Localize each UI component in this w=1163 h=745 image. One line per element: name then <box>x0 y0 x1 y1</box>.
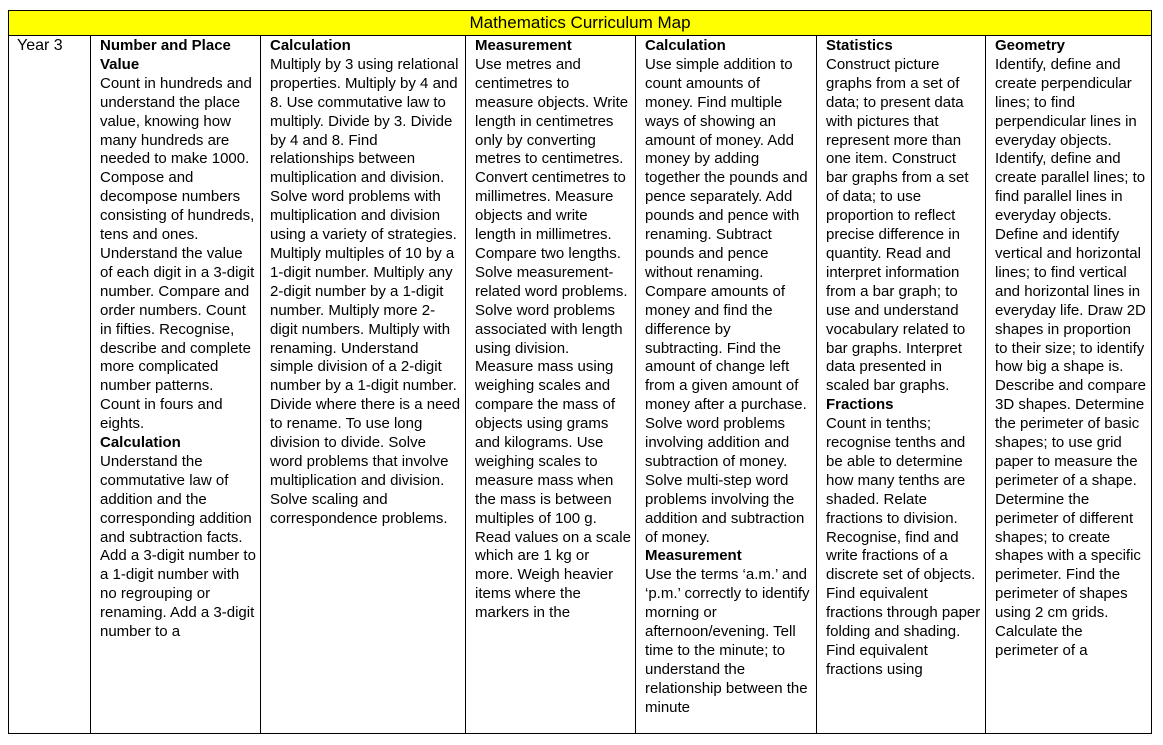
column-subtext: Count in tenths; recognise tenths and be able to determine how many tenths are shaded. Relate fractions to division. Recognise, find and write fractions of a discrete set of objects. Find equivalent fractions through paper folding and shading. Find equivalent fractions using <box>826 415 981 678</box>
column-heading: Measurement <box>475 37 572 54</box>
column-number-place-value <box>90 36 260 733</box>
column-subheading: Measurement <box>645 547 742 565</box>
column-geometry <box>985 36 1151 733</box>
column-statistics <box>816 36 985 733</box>
column-calculation <box>260 36 465 733</box>
column-text: Multiply by 3 using relational properties. Multiply by 4 and 8. Use commutative law to multiply. Divide by 3. Divide by 4 and 8. Find relationships between multiplication and division. Solve word problems with multiplication and division using a variety of strategies. Multiply multiples of 10 by a 1-digit number. Multiply any 2-digit number by a 1-digit number. Multiply more 2-digit numbers. Multiply with renaming. Understand simple division of a 2-digit number by a 1-digit number. Divide where there is a need to rename. To use long division to divide. Solve word problems that involve multiplication and division. Solve scaling and correspondence problems. <box>270 55 461 527</box>
column-heading: Calculation <box>270 37 351 54</box>
column-heading: Statistics <box>826 37 893 54</box>
column-text: Use metres and centimetres to measure objects. Write length in centimetres only by converting metres to centimetres. Convert centimetres to millimetres. Measure objects and write length in millimetres. Compare two lengths. Solve measurement-related word problems. Solve word problems associated with length using division. Measure mass using weighing scales and compare the mass of objects using grams and kilograms. Use weighing scales to measure mass when the mass is between multiples of 100 g. Read values on a scale which are 1 kg or more. Weigh heavier items where the markers in the <box>475 55 631 622</box>
column-subheading: Calculation <box>100 434 181 452</box>
column-money-calculation <box>635 36 816 733</box>
column-heading: Geometry <box>995 37 1066 54</box>
column-text: Identify, define and create perpendicular lines; to find perpendicular lines in everyday objects. Identify, define and create parallel lines; to find parallel lines in everyday objects. Define and identify vertical and horizontal lines; to find vertical and horizontal lines in everyday life. Draw 2D shapes in proportion to their size; to identify how big a shape is. Describe and compare 3D shapes. Determine the perimeter of basic shapes; to use grid paper to measure the perimeter of a shape. Determine the perimeter of different shapes; to create shapes with a specific perimeter. Find the perimeter of shapes using 2 cm grids. Calculate the perimeter of a <box>995 55 1146 659</box>
column-text: Count in hundreds and understand the place value, knowing how many hundreds are needed to make 1000. Compose and decompose numbers consisting of hundreds, tens and ones. Understand the value of each digit in a 3-digit number. Compare and order numbers. Count in fifties. Recognise, describe and complete more complicated number patterns. Count in fours and eights. <box>100 74 255 433</box>
column-heading: Number and Place Value <box>100 37 231 73</box>
column-subheading: Fractions <box>826 396 894 414</box>
column-heading: Calculation <box>645 37 726 54</box>
column-subtext: Understand the commutative law of addition and the corresponding addition and subtraction facts. Add a 3-digit number to a 1-digit number with no regrouping or renaming. Add a 3-digit number to a <box>100 452 256 641</box>
year-cell <box>9 36 90 733</box>
column-subtext: Use the terms ‘a.m.’ and ‘p.m.’ correctly to identify morning or afternoon/evening. Tell time to the minute; to understand the relationship between the minute <box>645 566 810 716</box>
column-measurement <box>465 36 635 733</box>
column-text: Use simple addition to count amounts of money. Find multiple ways of showing an amount of money. Add money by adding together the pounds and pence separately. Add pounds and pence with renaming. Subtract pounds and pence without renaming. Compare amounts of money and find the difference by subtracting. Find the amount of change left from a given amount of money after a purchase. Solve word problems involving addition and subtraction of money. Solve multi-step word problems involving the addition and subtraction of money. <box>645 55 808 546</box>
year-label: Year 3 <box>17 37 63 54</box>
column-text: Construct picture graphs from a set of data; to present data with pictures that represent more than one item. Construct bar graphs from a set of data; to use proportion to reflect precise difference in quantity. Read and interpret information from a bar graph; to use and understand vocabulary related to bar graphs. Interpret data presented in scaled bar graphs. <box>826 55 969 395</box>
curriculum-table <box>8 10 1152 734</box>
table-title: Mathematics Curriculum Map <box>9 11 1151 36</box>
